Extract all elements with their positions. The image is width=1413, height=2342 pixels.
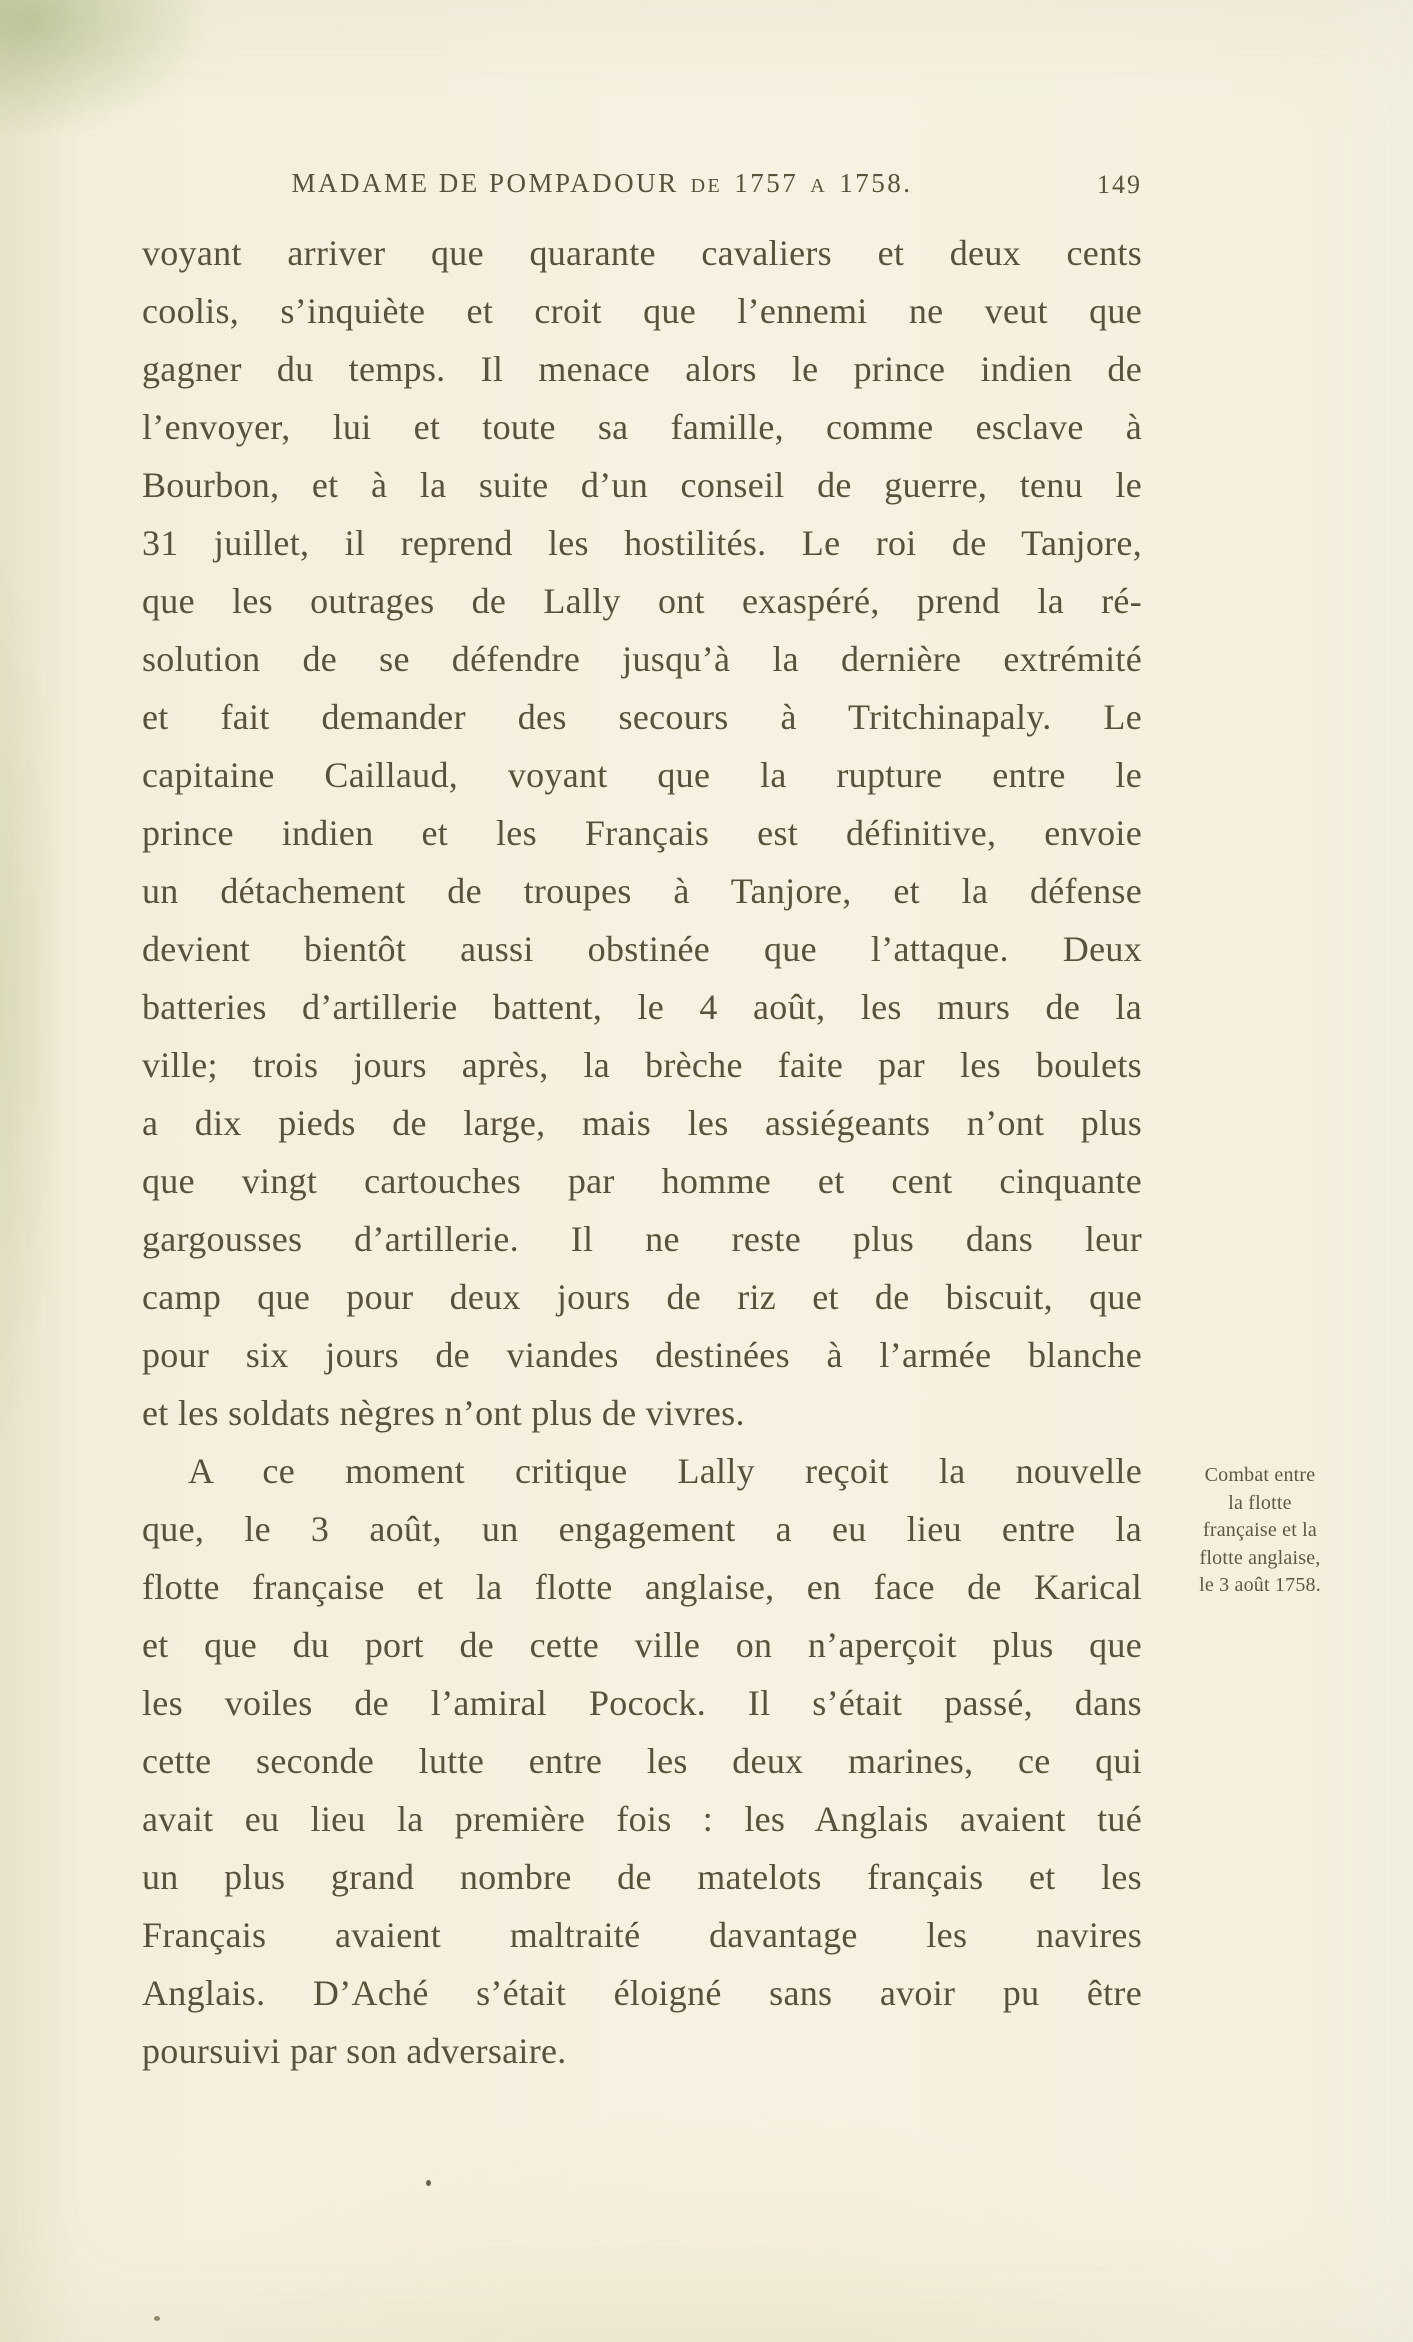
paragraph [142, 1442, 1142, 2080]
text-line: que, le 3 août, un engagement a eu lieu entre la [142, 1509, 1142, 1549]
text-line: que les outrages de Lally ont exaspéré, prend la ré- [142, 581, 1142, 621]
text-line: prince indien et les Français est définitive, envoie [142, 813, 1142, 853]
page-header-title [142, 168, 1062, 199]
margin-note-line: la flotte [1228, 1491, 1292, 1514]
header-title-segment: 1758. [839, 168, 913, 198]
margin-note-line: flotte anglaise, [1199, 1546, 1321, 1569]
text-line: que vingt cartouches par homme et cent cinquante [142, 1161, 1142, 1201]
text-line: Bourbon, et à la suite d’un conseil de guerre, tenu le [142, 465, 1142, 505]
text-line: un détachement de troupes à Tanjore, et la défense [142, 871, 1142, 911]
text-line: poursuivi par son adversaire. [142, 2031, 567, 2071]
text-line: Français avaient maltraité davantage les navires [142, 1915, 1142, 1955]
header-title-segment: MADAME DE POMPADOUR [291, 168, 679, 198]
text-line: voyant arriver que quarante cavaliers et deux cents [142, 233, 1142, 273]
text-line: Anglais. D’Aché s’était éloigné sans avoir pu être [142, 1973, 1142, 2013]
text-line: un plus grand nombre de matelots français et les [142, 1857, 1142, 1897]
text-line: les voiles de l’amiral Pocock. Il s’était passé, dans [142, 1683, 1142, 1723]
margin-note-line: le 3 août 1758. [1199, 1574, 1321, 1596]
text-line: capitaine Caillaud, voyant que la rupture entre le [142, 755, 1142, 795]
text-line: l’envoyer, lui et toute sa famille, comme esclave à [142, 407, 1142, 447]
page-number: 149 [1097, 170, 1142, 199]
paragraph [142, 224, 1142, 1442]
text-line: devient bientôt aussi obstinée que l’attaque. Deux [142, 929, 1142, 969]
scan-speck [154, 2316, 160, 2321]
text-line: flotte française et la flotte anglaise, en face de Karical [142, 1567, 1142, 1607]
text-line: a dix pieds de large, mais les assiégeants n’ont plus [142, 1103, 1142, 1143]
text-line: gargousses d’artillerie. Il ne reste plus dans leur [142, 1219, 1142, 1259]
text-line: et que du port de cette ville on n’aperçoit plus que [142, 1625, 1142, 1665]
text-line: coolis, s’inquiète et croit que l’ennemi ne veut que [142, 291, 1142, 331]
header-title-segment: 1757 [734, 168, 799, 198]
scan-speck [426, 2180, 431, 2186]
text-line: 31 juillet, il reprend les hostilités. Le roi de Tanjore, [142, 523, 1142, 563]
text-line: camp que pour deux jours de riz et de biscuit, que [142, 1277, 1142, 1317]
header-title-segment: DE [690, 175, 723, 197]
text-line: batteries d’artillerie battent, le 4 août, les murs de la [142, 987, 1142, 1027]
text-line: et fait demander des secours à Tritchinapaly. Le [142, 697, 1142, 737]
page-header [142, 168, 1142, 208]
text-line: gagner du temps. Il menace alors le prince indien de [142, 349, 1142, 389]
margin-note [1158, 1462, 1362, 1600]
text-line: cette seconde lutte entre les deux marines, ce qui [142, 1741, 1142, 1781]
text-line: A ce moment critique Lally reçoit la nouvelle [188, 1451, 1142, 1491]
margin-note-line: française et la [1202, 1519, 1318, 1541]
margin-note-line: Combat entre [1204, 1464, 1316, 1486]
text-line: avait eu lieu la première fois : les Anglais avaient tué [142, 1799, 1142, 1839]
text-line: et les soldats nègres n’ont plus de vivres. [142, 1393, 745, 1433]
header-title-segment: A [810, 175, 828, 197]
text-line: pour six jours de viandes destinées à l’armée blanche [142, 1335, 1142, 1375]
text-line: solution de se défendre jusqu’à la dernière extrémité [142, 639, 1142, 679]
body-text [142, 224, 1142, 2080]
text-line: ville; trois jours après, la brèche faite par les boulets [142, 1045, 1142, 1085]
